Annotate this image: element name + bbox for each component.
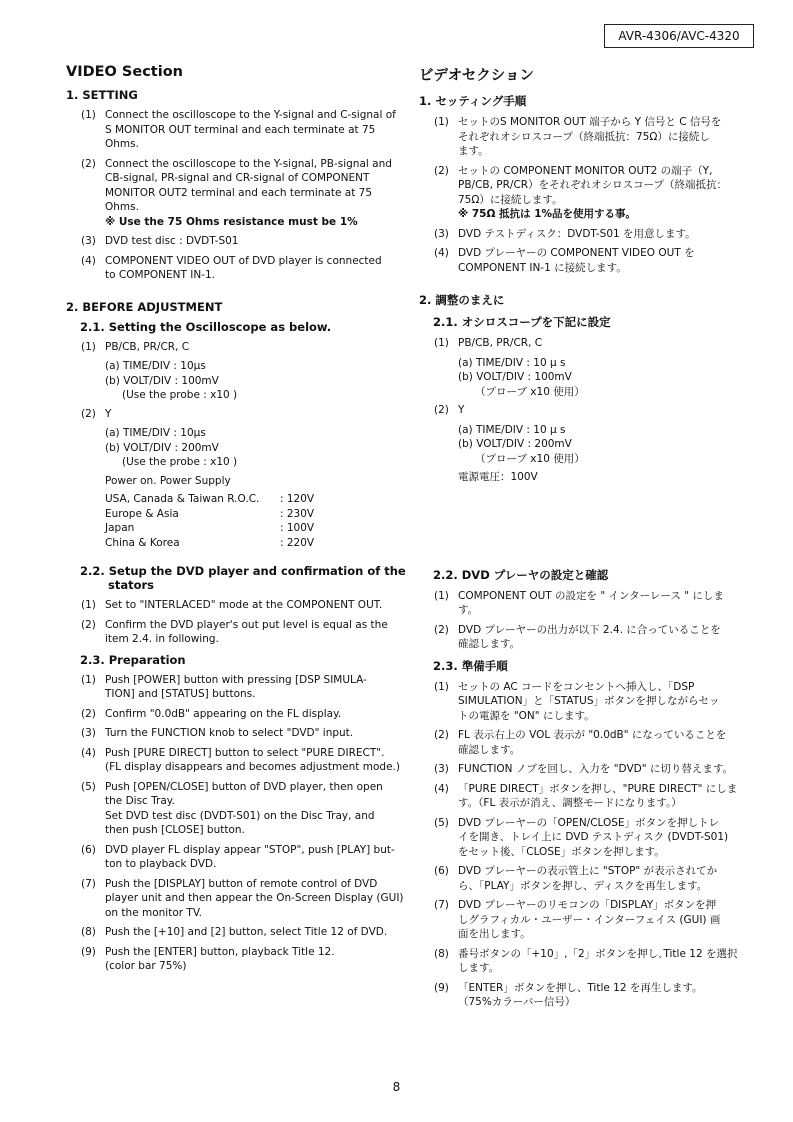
item-line: 「ENTER」ボタンを押し、Title 12 を再生します。 <box>458 981 703 994</box>
item-number: (9) <box>81 945 96 958</box>
list-item <box>66 598 411 613</box>
list-item <box>419 981 769 1010</box>
preparation-heading-ja: 2.3. 準備手順 <box>433 658 508 673</box>
item-line: ます。 <box>458 145 489 157</box>
list-item <box>66 254 411 283</box>
english-column <box>66 64 411 979</box>
list-item <box>419 947 769 976</box>
list-item <box>66 726 411 741</box>
item-number: (2) <box>81 157 96 170</box>
item-line: COMPONENT VIDEO OUT of DVD player is connected <box>105 254 382 267</box>
item-line: イを開き、トレイ上に DVD テストディスク (DVDT-S01) <box>458 831 729 843</box>
item-number: (3) <box>81 727 96 739</box>
item-number: (3) <box>434 227 449 240</box>
item-number: (2) <box>434 164 449 177</box>
osc-setting-1-ja: (1) PB/CB, PR/CR, C <box>434 337 543 349</box>
preparation-list <box>66 673 411 974</box>
item-number: (8) <box>81 926 96 938</box>
dvd-setup-heading-ja: 2.2. DVD プレーヤの設定と確認 <box>433 567 609 582</box>
section-title: VIDEO Section <box>66 64 183 80</box>
list-item <box>419 589 769 618</box>
item-line: (color bar 75%) <box>105 960 187 972</box>
item-number: (5) <box>434 816 449 829</box>
item-line: DVD プレーヤーの COMPONENT VIDEO OUT を <box>458 247 695 259</box>
item-line: DVD player FL display appear "STOP", push [PLAY] but- <box>105 843 395 856</box>
item-line: （75%カラーバー信号） <box>458 996 576 1008</box>
list-item <box>66 618 411 647</box>
item-number: (9) <box>434 981 449 994</box>
item-number: (1) <box>434 116 449 128</box>
item-number: (2) <box>434 729 449 741</box>
item-line: item 2.4. in following. <box>105 633 219 645</box>
power-region: China & Korea <box>105 536 180 549</box>
item-line: Push [OPEN/CLOSE] button of DVD player, then open <box>105 780 383 793</box>
item-line: to COMPONENT IN-1. <box>105 269 215 281</box>
item-line: DVD test disc : DVDT-S01 <box>105 235 239 247</box>
list-item <box>66 673 411 702</box>
item-line: セットのS MONITOR OUT 端子から Y 信号と C 信号を <box>458 116 722 128</box>
item-line: す。 <box>458 604 479 616</box>
list-item <box>419 898 769 942</box>
item-line: FL 表示右上の VOL 表示が "0.0dB" になっていることを <box>458 729 727 741</box>
item-number: (3) <box>434 763 449 775</box>
item-line: COMPONENT IN-1 に接続します。 <box>458 261 627 274</box>
item-line: (FL display disappears and becomes adjustment mode.) <box>105 761 400 773</box>
item-note: ※ 75Ω 抵抗は 1%品を使用する事。 <box>458 208 637 220</box>
item-number: (5) <box>81 780 96 793</box>
setting-list-ja <box>419 115 769 275</box>
item-line: しグラフィカル・ユーザー・インターフェイス (GUI) 画 <box>458 913 721 926</box>
item-line: Push the [DISPLAY] button of remote control of DVD <box>105 877 378 890</box>
dvd-setup-heading: 2.2. Setup the DVD player and confirmation of the stators <box>80 564 406 592</box>
item-number: (1) <box>81 673 96 686</box>
list-item <box>419 782 769 811</box>
item-number: (1) <box>81 109 96 121</box>
setting-heading: 1. SETTING <box>66 88 138 102</box>
power-row <box>105 521 314 536</box>
osc-setting-2-ja: (2) Y <box>434 404 465 416</box>
power-row <box>105 536 314 551</box>
power-voltage-text-ja: 電源電圧：100V <box>458 471 538 483</box>
item-line: Ohms. <box>105 138 139 150</box>
list-item <box>66 157 411 230</box>
item-line: FUNCTION ノブを回し、入力を "DVD" に切り替えます。 <box>458 763 734 775</box>
item-line: をセット後、「CLOSE」ボタンを押します。 <box>458 845 665 858</box>
list-item <box>66 746 411 775</box>
item-number: (7) <box>81 877 96 890</box>
item-line: on the monitor TV. <box>105 906 202 919</box>
item-line: Push the [ENTER] button, playback Title 12. <box>105 945 335 958</box>
item-number: (6) <box>81 843 96 856</box>
item-line: す。（FL 表示が消え、調整モードになります。） <box>458 797 682 809</box>
item-line: Push [POWER] button with pressing [DSP SIMULA- <box>105 673 367 686</box>
list-item <box>419 115 769 159</box>
list-item <box>419 623 769 652</box>
item-line: Confirm "0.0dB" appearing on the FL display. <box>105 707 342 720</box>
power-region: Europe & Asia <box>105 507 179 520</box>
page-number: 8 <box>392 1080 401 1094</box>
item-number: (2) <box>81 707 96 720</box>
osc-setting-1-values: (a) TIME/DIV : 10µs (b) VOLT/DIV : 100mV (Use the probe : x10 ) <box>105 360 238 401</box>
item-line: PB/CB, PR/CR）をそれぞれオシロスコープ（終端抵抗： <box>458 179 728 191</box>
item-line: DVD プレーヤーの表示管上に "STOP" が表示されてか <box>458 865 718 877</box>
power-region: USA, Canada & Taiwan R.O.C. <box>105 493 260 505</box>
item-number: (4) <box>81 746 96 759</box>
item-line: Connect the oscilloscope to the Y-signal and C-signal of <box>105 109 396 121</box>
item-line: セットの COMPONENT MONITOR OUT2 の端子（Y, <box>458 164 713 177</box>
oscilloscope-heading-ja: 2.1. オシロスコープを下記に設定 <box>433 315 611 329</box>
item-line: MONITOR OUT2 terminal and each terminate at 75 <box>105 186 373 199</box>
preparation-heading: 2.3. Preparation <box>80 652 186 667</box>
power-row <box>105 507 314 522</box>
osc-setting-1-values-ja: (a) TIME/DIV : 10 µ s (b) VOLT/DIV : 100mV （プローブ x10 使用） <box>458 356 585 398</box>
item-line: ら、「PLAY」ボタンを押し、ディスクを再生します。 <box>458 879 708 892</box>
item-number: (4) <box>434 247 449 259</box>
list-item <box>419 816 769 860</box>
list-item <box>419 164 769 222</box>
item-line: DVD プレーヤーのリモコンの「DISPLAY」ボタンを押 <box>458 899 717 911</box>
item-number: (7) <box>434 899 449 911</box>
item-number: (3) <box>81 235 96 247</box>
item-number: (8) <box>434 947 449 960</box>
before-adjustment-heading: 2. BEFORE ADJUSTMENT <box>66 299 223 314</box>
list-item <box>66 925 411 940</box>
model-number-box: AVR-4306/AVC-4320 <box>604 24 754 48</box>
item-number: (1) <box>81 599 96 611</box>
before-adjustment-heading-ja: 2. 調整のまえに <box>419 293 505 307</box>
osc-setting-2-values-ja: (a) TIME/DIV : 10 µ s (b) VOLT/DIV : 200mV （プローブ x10 使用） <box>458 423 585 465</box>
item-line: Ohms. <box>105 201 139 213</box>
item-number: (4) <box>81 254 96 267</box>
item-line: 「PURE DIRECT」ボタンを押し、"PURE DIRECT" にしま <box>458 782 738 795</box>
power-voltage: : 120V <box>280 493 315 505</box>
item-note: ※ Use the 75 Ohms resistance must be 1% <box>105 215 358 228</box>
item-line: S MONITOR OUT terminal and each terminate at 75 <box>105 123 376 136</box>
item-line: TION] and [STATUS] buttons. <box>105 688 256 700</box>
osc-setting-2-values: (a) TIME/DIV : 10µs (b) VOLT/DIV : 200mV (Use the probe : x10 ) <box>105 427 238 468</box>
osc-setting-1: (1) PB/CB, PR/CR, C <box>81 340 190 353</box>
item-line: ton to playback DVD. <box>105 858 217 870</box>
item-line: the Disc Tray. <box>105 795 175 807</box>
item-line: Confirm the DVD player's out put level is equal as the <box>105 618 388 631</box>
item-line: DVD テストディスク：DVDT-S01 を用意します。 <box>458 227 696 240</box>
list-item <box>419 728 769 757</box>
list-item <box>66 843 411 872</box>
list-item <box>419 864 769 893</box>
power-voltage: : 230V <box>280 507 315 520</box>
item-line: Set to "INTERLACED" mode at the COMPONENT OUT. <box>105 599 383 611</box>
power-on-text: Power on. Power Supply <box>105 474 231 487</box>
item-line: Turn the FUNCTION knob to select "DVD" input. <box>105 727 354 739</box>
item-number: (6) <box>434 865 449 877</box>
list-item <box>66 234 411 249</box>
item-line: 面を出します。 <box>458 928 531 940</box>
power-supply-table <box>105 492 314 550</box>
item-line: トの電源を "ON" にします。 <box>458 709 595 722</box>
item-line: SIMULATION」と「STATUS」ボタンを押しながらセッ <box>458 695 720 707</box>
list-item <box>66 877 411 921</box>
preparation-list-ja <box>419 680 769 1010</box>
japanese-column <box>419 64 769 1015</box>
item-line: それぞれオシロスコープ（終端抵抗：75Ω）に接続し <box>458 130 710 143</box>
dvd-setup-list <box>66 598 411 647</box>
item-number: (1) <box>434 589 449 602</box>
list-item <box>419 246 769 275</box>
oscilloscope-heading: 2.1. Setting the Oscilloscope as below. <box>80 319 332 334</box>
power-voltage: : 220V <box>280 536 315 549</box>
item-line: 番号ボタンの「+10」,「2」ボタンを押し､Title 12 を選択 <box>458 947 738 960</box>
list-item <box>66 780 411 838</box>
item-line: します。 <box>458 962 500 974</box>
item-line: セットの AC コードをコンセントへ挿入し、「DSP <box>458 680 695 693</box>
list-item <box>66 108 411 152</box>
item-line: CB-signal, PR-signal and CR-signal of COMPONENT <box>105 172 370 184</box>
item-line: 75Ω）に接続します。 <box>458 193 563 206</box>
list-item <box>419 680 769 724</box>
list-item <box>66 707 411 722</box>
item-line: then push [CLOSE] button. <box>105 824 245 836</box>
item-line: Push the [+10] and [2] button, select Title 12 of DVD. <box>105 926 388 938</box>
list-item <box>66 945 411 974</box>
list-item <box>419 227 769 242</box>
item-line: DVD プレーヤーの「OPEN/CLOSE」ボタンを押しトレ <box>458 816 720 829</box>
item-line: Connect the oscilloscope to the Y-signal, PB-signal and <box>105 157 392 170</box>
power-region: Japan <box>105 522 135 534</box>
power-row <box>105 492 314 507</box>
item-line: COMPONENT OUT の設定を " インターレース " にしま <box>458 589 724 602</box>
item-line: player unit and then appear the On-Screen Display (GUI) <box>105 892 404 904</box>
item-number: (1) <box>434 680 449 693</box>
item-number: (2) <box>434 623 449 636</box>
power-voltage: : 100V <box>280 522 315 534</box>
item-line: 確認します。 <box>458 743 521 756</box>
item-line: Set DVD test disc (DVDT-S01) on the Disc Tray, and <box>105 809 375 822</box>
setting-list <box>66 108 411 283</box>
item-line: 確認します。 <box>458 638 521 650</box>
item-line: Push [PURE DIRECT] button to select "PURE DIRECT". <box>105 746 385 759</box>
setting-heading-ja: 1. セッティング手順 <box>419 94 527 108</box>
item-number: (2) <box>81 618 96 631</box>
item-line: DVD プレーヤーの出力が以下 2.4. に合っていることを <box>458 623 721 636</box>
osc-setting-2: (2) Y <box>81 407 112 420</box>
dvd-setup-list-ja <box>419 589 769 652</box>
item-number: (4) <box>434 782 449 795</box>
list-item <box>419 762 769 777</box>
section-title-ja: ビデオセクション <box>419 68 534 84</box>
